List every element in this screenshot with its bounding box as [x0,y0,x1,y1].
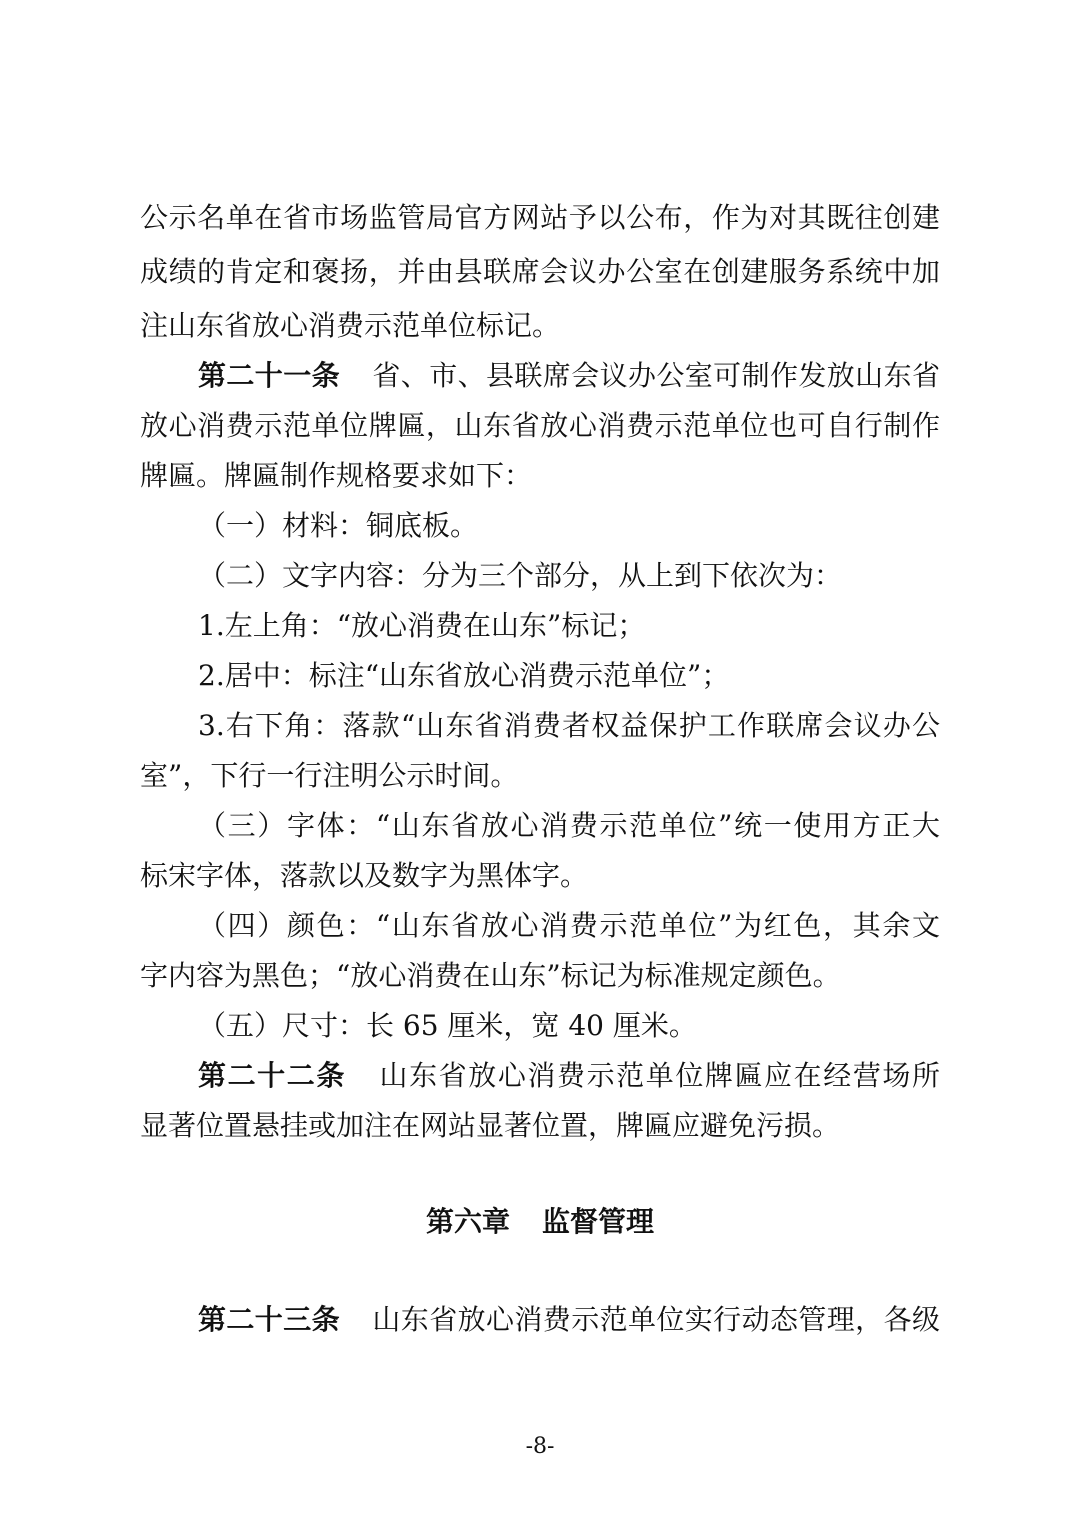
article-21-line [198,356,940,396]
list-item: （四）颜色：“山东省放心消费示范单位”为红色，其余文 [198,909,940,942]
paragraph-line: 字内容为黑色；“放心消费在山东”标记为标准规定颜色。 [140,959,841,992]
paragraph-line: 公示名单在省市场监管局官方网站予以公布，作为对其既往创建 [140,201,940,234]
list-item: （五）尺寸：长 65 厘米，宽 40 厘米。 [198,1009,697,1042]
article-23-title: 第二十三条 [198,1303,340,1336]
paragraph-line: 成绩的肯定和褒扬，并由县联席会议办公室在创建服务系统中加 [140,255,940,288]
paragraph-line: 标宋字体，落款以及数字为黑体字。 [140,859,589,892]
article-22-line [198,1056,940,1096]
article-23-line [198,1300,940,1340]
paragraph-line: 放心消费示范单位牌匾，山东省放心消费示范单位也可自行制作 [140,409,940,442]
chapter-number: 第六章 [425,1205,510,1238]
chapter-heading [0,1202,1080,1242]
page-number: -8- [525,1434,555,1459]
article-22-text: 山东省放心消费示范单位牌匾应在经营场所 [377,1059,940,1092]
article-21-title: 第二十一条 [198,359,340,392]
paragraph-line: 牌匾。牌匾制作规格要求如下： [140,459,533,492]
list-item: （一）材料：铜底板。 [198,509,479,542]
article-21-text: 省、市、县联席会议办公室可制作发放山东省 [372,359,940,392]
list-item: 2.居中：标注“山东省放心消费示范单位”； [198,659,730,692]
article-23-text: 山东省放心消费示范单位实行动态管理，各级 [372,1303,940,1336]
paragraph-line: 室”，下行一行注明公示时间。 [140,759,519,792]
list-item: （二）文字内容：分为三个部分，从上到下依次为： [198,559,843,592]
chapter-title: 监督管理 [542,1205,655,1238]
article-22-title: 第二十二条 [198,1059,346,1092]
paragraph-line: 注山东省放心消费示范单位标记。 [140,309,561,342]
list-item: 1.左上角：“放心消费在山东”标记； [198,609,646,642]
list-item: （三）字体：“山东省放心消费示范单位”统一使用方正大 [198,809,940,842]
list-item: 3.右下角：落款“山东省消费者权益保护工作联席会议办公 [198,709,940,742]
paragraph-line: 显著位置悬挂或加注在网站显著位置，牌匾应避免污损。 [140,1109,841,1142]
